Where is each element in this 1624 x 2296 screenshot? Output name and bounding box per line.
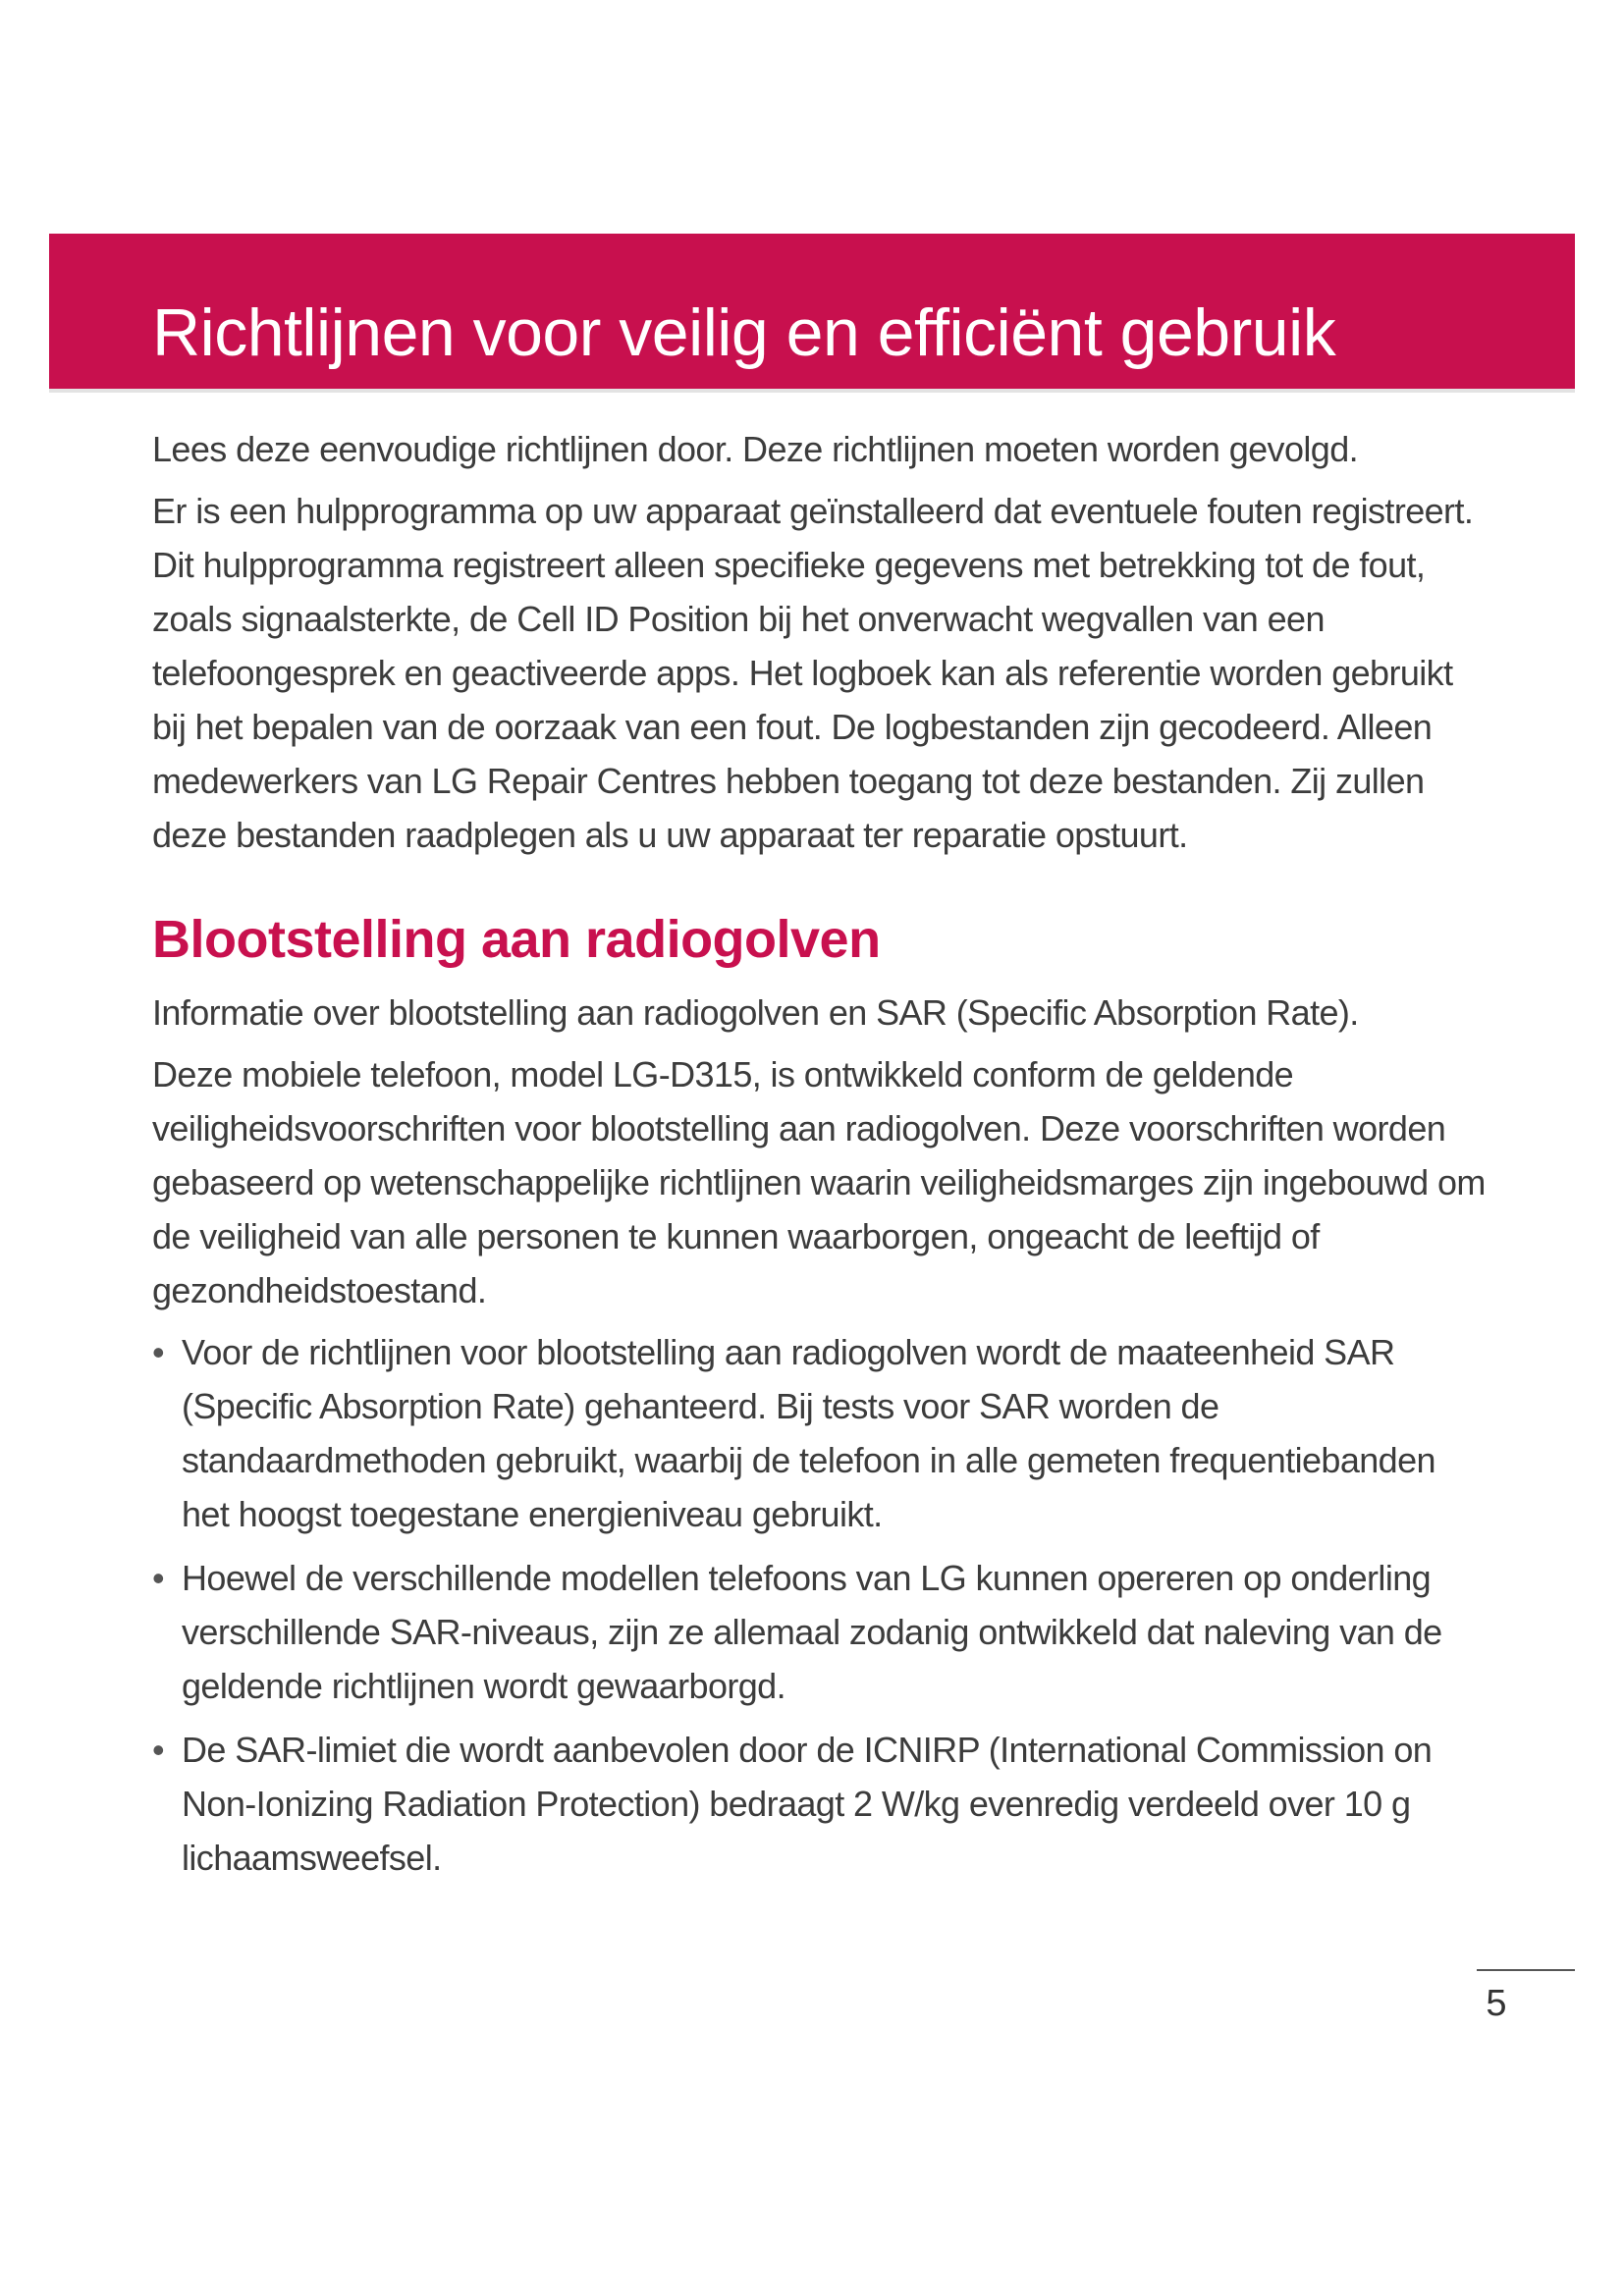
page-number: 5 <box>1486 1983 1507 2024</box>
bullet-icon: • <box>152 1730 165 1770</box>
bullet-icon: • <box>152 1332 165 1372</box>
bullet-text: Voor de richtlijnen voor blootstelling aan radiogolven wordt de maateenheid SAR (Specific Absorption Rate) gehanteerd. Bij tests voor SAR worden de standaardmethoden gebruikt, waarbij de telefoon in alle gemeten frequentiebanden het hoogst toegestane energieniveau gebruikt. <box>182 1332 1435 1534</box>
main-content <box>152 422 1488 1895</box>
section-paragraph-1: Informatie over blootstelling aan radiogolven en SAR (Specific Absorption Rate). <box>152 992 1359 1033</box>
intro-paragraph-2: Er is een hulpprogramma op uw apparaat geïnstalleerd dat eventuele fouten registreert. Dit hulpprogramma registreert alleen specifieke gegevens met betrekking tot de fout, zoals signaalsterkte, de Cell ID Position bij het onverwacht wegvallen van een telefoongesprek en geactiveerde apps. Het logboek kan als referentie worden gebruikt bij het bepalen van de oorzaak van een fout. De logbestanden zijn gecodeerd. Alleen medewerkers van LG Repair Centres hebben toegang tot deze bestanden. Zij zullen deze bestanden raadplegen als u uw apparaat ter reparatie opstuurt. <box>152 491 1474 855</box>
bullet-text: De SAR-limiet die wordt aanbevolen door de ICNIRP (International Commission on Non-Ionizing Radiation Protection) bedraagt 2 W/kg evenredig verdeeld over 10 g lichaamsweefsel. <box>182 1730 1433 1878</box>
list-item <box>152 1723 1488 1885</box>
section-paragraph-2: Deze mobiele telefoon, model LG-D315, is ontwikkeld conform de geldende veiligheidsvoorschriften voor blootstelling aan radiogolven. Deze voorschriften worden gebaseerd op wetenschappelijke richtlijnen waarin veiligheidsmarges zijn ingebouwd om de veiligheid van alle personen te kunnen waarborgen, ongeacht de leeftijd of gezondheidstoestand. <box>152 1054 1486 1310</box>
page-title: Richtlijnen voor veilig en efficiënt gebruik <box>152 295 1336 370</box>
bullet-text: Hoewel de verschillende modellen telefoons van LG kunnen opereren op onderling verschillende SAR-niveaus, zijn ze allemaal zodanig ontwikkeld dat naleving van de geldende richtlijnen wordt gewaarborgd. <box>182 1558 1442 1706</box>
header-banner <box>49 234 1575 393</box>
bullet-list <box>152 1325 1488 1885</box>
intro-paragraph-1: Lees deze eenvoudige richtlijnen door. Deze richtlijnen moeten worden gevolgd. <box>152 429 1359 469</box>
section-heading: Blootstelling aan radiogolven <box>152 910 881 969</box>
page-number-rule <box>1477 1969 1575 1971</box>
bullet-icon: • <box>152 1558 165 1598</box>
list-item <box>152 1325 1488 1541</box>
list-item <box>152 1551 1488 1713</box>
